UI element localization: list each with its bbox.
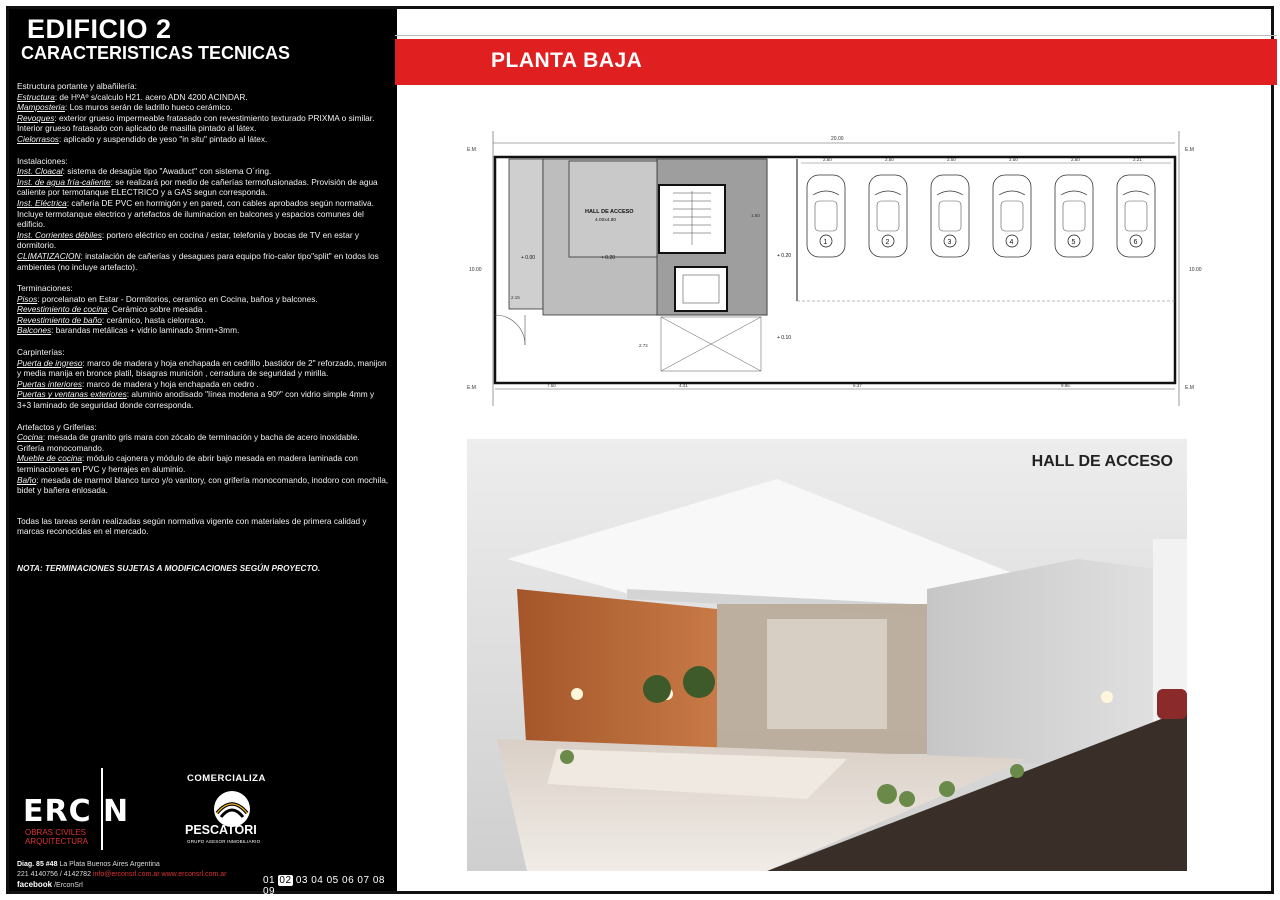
- plan-level: + 0.20: [601, 255, 616, 261]
- spec-row-label: Baño: [17, 474, 37, 485]
- spec-section: [17, 283, 389, 336]
- plan-dim-side: 10.00: [469, 267, 482, 273]
- spec-section: [17, 422, 389, 496]
- spec-row-text: Interior grueso fratasado con aplicado de masilla pintado al látex.: [17, 123, 257, 134]
- plan-em-label: E.M: [467, 385, 476, 391]
- spec-row-text: : Cerámico sobre mesada .: [107, 304, 208, 315]
- plan-dim: 2.15: [511, 295, 520, 300]
- spec-row-text: : porcelanato en Estar - Dormitorios, ceramico en Cocina, baños y balcones.: [37, 293, 318, 304]
- facebook-label: facebook: [17, 880, 53, 889]
- spec-row-label: Puerta de ingreso: [17, 357, 83, 368]
- spec-row-text: : cañería DE PVC en hormigón y en pared, con cables aprobados según normativa. Incluye termotanque electrico y artefactos de iluminacion en balcones y espacios comunes del edificio.: [17, 197, 374, 230]
- parked-car-icon: [807, 175, 845, 257]
- spec-row: [17, 475, 389, 496]
- spec-row-text: : mesada de granito gris mara con zócalo de terminación y bacha de acero inoxidable. Grifería monocomando.: [17, 432, 360, 453]
- plan-stall-dim: 2.50: [823, 157, 832, 162]
- spec-row-label: Revestimiento de baño: [17, 314, 102, 325]
- spec-row-text: : marco de madera y hoja enchapada en cedrillo ,bastidor de 2" reforzado, manijon y media manija en bronce platil, bisagras munición , cerradura de seguridad y mirilla.: [17, 357, 387, 379]
- spec-row: [17, 134, 389, 145]
- spec-row-label: Inst. Eléctrica: [17, 197, 67, 208]
- spec-row-label: Inst. de agua fría-caliente: [17, 176, 111, 187]
- spec-row-text: : instalación de cañerías y desagues para equipo frio-calor tipo"split" en todos los ambientes (no incluye artefacto).: [17, 250, 379, 272]
- spec-row-label: Revestimiento de cocina: [17, 304, 108, 315]
- spec-row-text: : sistema de desagüe tipo "Awaduct" con sistema O´ring.: [62, 166, 272, 177]
- page-numbers[interactable]: 03 04 05 06 07 08 09: [263, 875, 385, 897]
- spec-row-text: : aluminio anodisado "línea modena a 90º" con vidrio simple 4mm y 3+3 laminado de seguridad donde corresponda.: [17, 389, 375, 411]
- website-link[interactable]: www.erconsrl.com.ar: [161, 871, 227, 878]
- spec-row: [17, 432, 389, 453]
- facebook-handle[interactable]: /ErconSrl: [54, 882, 83, 889]
- plan-em-label: E.M: [1185, 147, 1194, 153]
- spec-row: [17, 453, 389, 474]
- spec-row: [17, 102, 389, 113]
- spec-row-label: Revoques: [17, 112, 55, 123]
- spec-section-heading: Artefactos y Griferias:: [17, 421, 97, 432]
- spec-row-text: : aplicado y suspendido de yeso "in situ" pintado al látex.: [58, 133, 268, 144]
- spec-row-label: Balcones: [17, 325, 52, 336]
- spec-row-label: Mamposteria: [17, 102, 65, 113]
- plan-stall-dim: 2.21: [1133, 157, 1142, 162]
- car-number: 6: [1133, 239, 1138, 246]
- ercon-logo-word: ERC N: [23, 794, 130, 829]
- comercializa-label: COMERCIALIZA: [187, 773, 266, 784]
- spec-row: [17, 230, 389, 251]
- page-navigation: [263, 875, 397, 897]
- current-page-number: 02: [279, 875, 292, 886]
- page-title: EDIFICIO 2: [27, 14, 172, 44]
- pescatori-subtitle: GRUPO ASESOR INMOBILIARIO: [187, 839, 261, 844]
- plan-stall-dim: 2.50: [1071, 157, 1080, 162]
- contact-info: Diag. 85 #48 La Plata Buenos Aires Argentina 221 4140756 / 4142782 info@erconsrl.com.ar www.erconsrl.com.ar facebook /ErconSrl: [17, 861, 227, 889]
- header-rule: [395, 35, 1277, 36]
- plan-title-bar: [395, 39, 1277, 85]
- page-number[interactable]: 01: [263, 875, 276, 886]
- spec-row: [17, 198, 389, 230]
- plan-bottom-dim: 4.41: [679, 383, 688, 388]
- spec-row-label: CLIMATIZACION: [17, 250, 81, 261]
- spec-row: [17, 315, 389, 326]
- plan-title: PLANTA BAJA: [491, 49, 643, 72]
- spec-row-text: : exterior grueso impermeable fratasado con revestimiento texturado PRIXMA o similar.: [54, 112, 375, 123]
- specs-list: [17, 81, 389, 574]
- spec-section-heading: Terminaciones:: [17, 283, 73, 294]
- page-frame: [6, 6, 1274, 897]
- spec-row-text: : se realizará por medio de cañerías termofusionadas. Provisión de agua caliente por termotanque ELECTRICO y a GAS segun corresponda.: [17, 176, 378, 198]
- note-text: NOTA: TERMINACIONES SUJETAS A MODIFICACIONES SEGÚN PROYECTO.: [17, 562, 321, 573]
- spec-row-label: Pisos: [17, 293, 38, 304]
- parked-car-icon: [1117, 175, 1155, 257]
- spec-row: [17, 389, 389, 410]
- plan-dim-top: 20.00: [831, 136, 844, 142]
- spec-section: [17, 156, 389, 273]
- plan-hall-label: HALL DE ACCESO: [585, 209, 634, 215]
- spec-row: [17, 166, 389, 177]
- spec-section-heading: Instalaciones:: [17, 155, 68, 166]
- spec-row-text: : mesada de marmol blanco turco y/o vanitory, con grifería monocomando, inodoro con mochila, bidet y bañera enlosada.: [17, 474, 389, 496]
- plan-stall-dim: 2.50: [1009, 157, 1018, 162]
- plan-em-label: E.M: [467, 147, 476, 153]
- spec-row: [17, 358, 389, 379]
- ercon-logo-subtitle: OBRAS CIVILES ARQUITECTURA: [25, 828, 89, 846]
- plan-stall-dim: 2.50: [947, 157, 956, 162]
- plan-bottom-dim: 7.50: [547, 383, 556, 388]
- ercon-logo: [23, 764, 183, 854]
- spec-row-text: : cerámico, hasta cielorraso.: [101, 314, 206, 325]
- parking-cars: [807, 175, 1155, 257]
- car-number: 5: [1071, 239, 1076, 246]
- car-number: 1: [823, 239, 828, 246]
- spec-row: [17, 304, 389, 315]
- spec-row: [17, 92, 389, 103]
- floor-plan: [461, 121, 1211, 411]
- spec-row: [17, 113, 389, 124]
- closing-statement: Todas las tareas serán realizadas según normativa vigente con materiales de primera calidad y marcas reconocidas en el mercado.: [17, 515, 367, 537]
- spec-section-heading: Carpinterías:: [17, 347, 65, 358]
- spec-section-heading: Estructura portante y albañilería:: [17, 81, 137, 91]
- car-number: 2: [885, 239, 890, 246]
- plan-level: + 0.10: [777, 335, 792, 341]
- spec-row-label: Inst. Corrientes débiles: [17, 229, 102, 240]
- spec-row-text: : portero eléctrico en cocina / estar, telefonía y bocas de TV en estar y dormitorio.: [17, 229, 360, 251]
- spec-row-label: Cielorrasos: [17, 133, 59, 144]
- plan-bottom-dim: 6.37: [853, 383, 862, 388]
- spec-section: [17, 81, 389, 145]
- plan-stall-dim: 2.50: [885, 157, 894, 162]
- spec-row-label: Mueble de cocina: [17, 453, 83, 464]
- car-number: 4: [1009, 239, 1014, 246]
- parked-car-icon: [869, 175, 907, 257]
- hall-render-image: [467, 439, 1187, 871]
- plan-level: + 0.20: [777, 253, 792, 259]
- plan-level: + 0.00: [521, 255, 536, 261]
- spec-row-label: Inst. Cloacal: [17, 166, 63, 177]
- parked-car-icon: [931, 175, 969, 257]
- pescatori-name: PESCATORI: [185, 823, 257, 837]
- spec-row: [17, 294, 389, 305]
- spec-row-text: : Los muros serán de ladrillo hueco cerámico.: [64, 102, 233, 113]
- spec-row: [17, 177, 389, 198]
- plan-hall-dims: 4.00x4.80: [595, 218, 617, 223]
- plan-bottom-dim: 9.86: [1061, 383, 1070, 388]
- spec-row-label: Puertas y ventanas exteriores: [17, 389, 127, 400]
- specs-panel: [9, 9, 397, 897]
- spec-row-text: : marco de madera y hoja enchapada en cedro .: [82, 378, 259, 389]
- plan-dim-side: 10.00: [1189, 267, 1202, 273]
- plan-dim: 2.72: [639, 343, 648, 348]
- plan-dim: 1.50: [751, 213, 760, 218]
- spec-row: [17, 325, 389, 336]
- spec-row-text: : barandas metálicas + vidrio laminado 3mm+3mm.: [51, 325, 240, 336]
- spec-row-label: Cocina: [17, 432, 43, 443]
- parked-car-icon: [993, 175, 1031, 257]
- spec-row: [17, 251, 389, 272]
- email-link[interactable]: info@erconsrl.com.ar: [92, 871, 160, 878]
- spec-row: [17, 123, 389, 134]
- spec-row-text: : módulo cajonera y módulo de abrir bajo mesada en madera laminada con terminaciones en PVC y herrajes en aluminio.: [17, 453, 358, 474]
- plan-em-label: E.M: [1185, 385, 1194, 391]
- parked-car-icon: [1055, 175, 1093, 257]
- spec-row-label: Puertas interiores: [17, 378, 83, 389]
- spec-row-text: : de HºAº s/calculo H21. acero ADN 4200 ACINDAR.: [54, 91, 248, 102]
- spec-section: [17, 347, 389, 411]
- photo-label: HALL DE ACCESO: [1031, 453, 1173, 470]
- page-subtitle: CARACTERISTICAS TECNICAS: [21, 43, 291, 63]
- car-number: 3: [947, 239, 952, 246]
- spec-row-label: Estructura: [17, 91, 55, 102]
- spec-row: [17, 379, 389, 390]
